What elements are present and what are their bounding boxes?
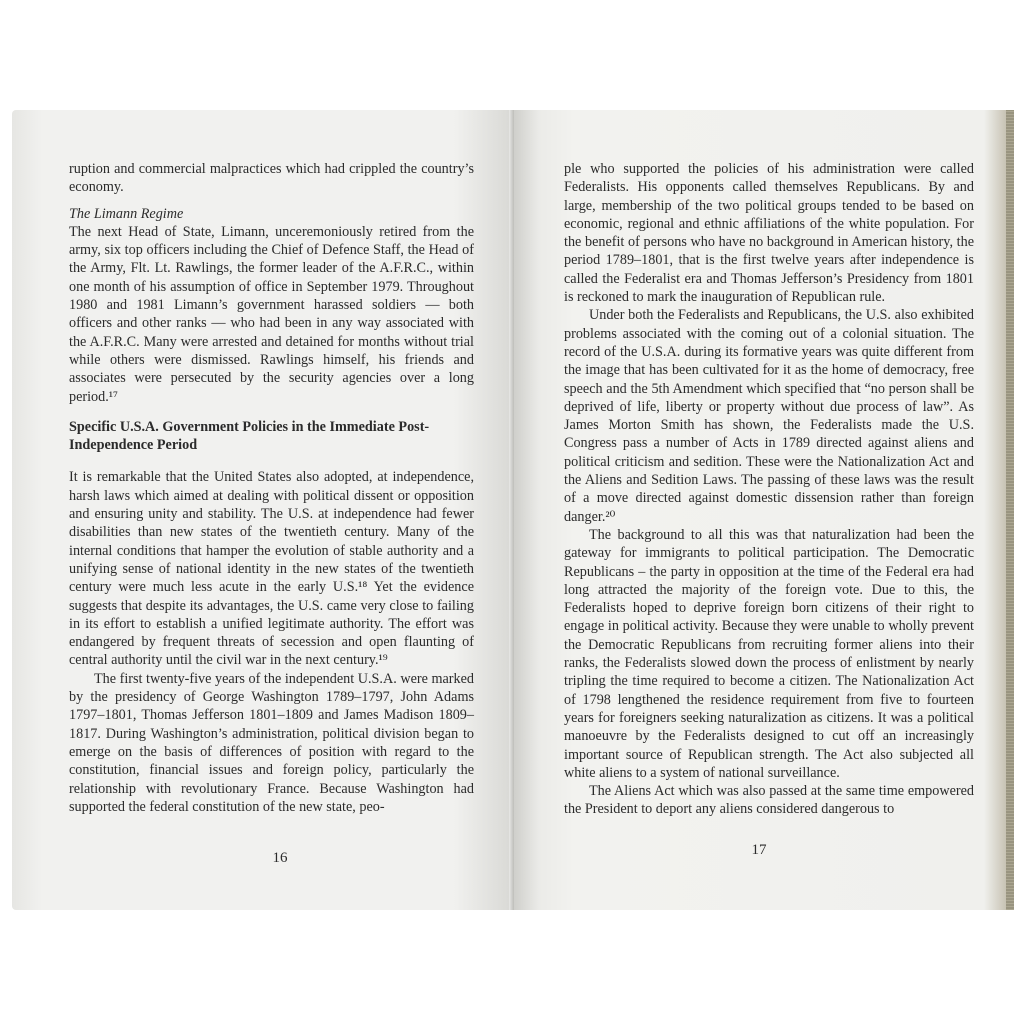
subheading: The Limann Regime (69, 205, 184, 222)
open-book (0, 100, 1024, 940)
paragraph: The next Head of State, Limann, unceremoniously retired from the army, six top officers including the Chief of Defence Staff, the Head of the Army, Flt. Lt. Rawlings, the former leader of the A.F.R.C., within one month of his assumption of office in September 1979. Throughout 1980 and 1981 Limann’s government harassed soldiers — both officers and other ranks — who had been in any way associated with the A.F.R.C. Many were arrested and detained for months without trial while others were dismissed. Rawlings himself, his friends and associates were persecuted by the security agencies over a long period.¹⁷ (69, 223, 474, 405)
section-heading: Specific U.S.A. Government Policies in the Immediate Post-Independence Period (69, 418, 430, 454)
paragraph: Under both the Federalists and Republicans, the U.S. also exhibited problems associated with the coming out of a colonial situation. The record of the U.S.A. during its formative years was quite different from the image that has been cultivated for it as the home of democracy, free speech and the 5th Amendment which specified that “no person shall be deprived of life, liberty or property without due process of law”. As James Morton Smith has shown, the Federalists made the U.S. Congress pass a number of Acts in 1789 directed against aliens and political criticism and sedition. These were the Nationalization Act and the Aliens and Sedition Laws. The passing of these laws was the result of a move directed against domestic dissension rather than foreign danger.²⁰ (564, 307, 974, 525)
paragraph: The Aliens Act which was also passed at the same time empowered the President to deport any aliens considered dangerous to (564, 783, 974, 818)
page-number: 17 (751, 842, 767, 858)
paragraph: ruption and commercial malpractices which had crippled the country’s economy. (69, 161, 474, 196)
paragraph: It is remarkable that the United States also adopted, at independence, harsh laws which aimed at dealing with political dissent or opposition and ensuring unity and stability. The U.S. at independence had fewer disabilities than new states of the twentieth century. Many of the internal conditions that hamper the evolution of stable authority and a unifying sense of national identity in the new states of the twentieth century were much less acute in the early U.S.¹⁸ Yet the evidence suggests that despite its advantages, the U.S. came very close to failing in its effort to establish a unified legitimate authority. The effort was endangered by frequent threats of secession and open flaunting of central authority until the civil war in the next century.¹⁹ (69, 469, 474, 669)
left-page-text (69, 160, 474, 816)
paragraph: The first twenty-five years of the independent U.S.A. were marked by the presidency of George Washington 1789–1797, John Adams 1797–1801, Thomas Jefferson 1801–1809 and James Madison 1809–1817. During Washington’s administration, political division began to emerge on the basis of differences of position with regard to the constitution, financial issues and foreign policy, particularly the relationship with revolutionary France. Because Washington had supported the federal constitution of the new state, peo- (69, 670, 474, 815)
page-number: 16 (272, 850, 288, 866)
right-page-text (564, 160, 974, 819)
paragraph: ple who supported the policies of his administration were called Federalists. His opponents called themselves Republicans. By and large, membership of the two political groups tended to be based on economic, regional and ethnic affiliations of the white population. For the benefit of persons who have no background in American history, the period 1789–1801, that is the first twelve years after independence is called the Federalist era and Thomas Jefferson’s Presidency from 1801 is reckoned to mark the inauguration of Republican rule. (564, 161, 974, 306)
right-page (514, 110, 1014, 910)
paragraph: The background to all this was that naturalization had been the gateway for immigrants to political participation. The Democratic Republicans – the party in opposition at the time of the Federal era had long attracted the majority of the foreign vote. Due to this, the Federalists hoped to deprive foreign born citizens of their right to engage in political activity. Because they were unable to wholly prevent the Democratic Republicans from recruiting former aliens into their ranks, the Federalists slowed down the process of enlistment by nearly tripling the time required to become a citizen. The Nationalization Act of 1798 lengthened the residence requirement from five to fourteen years for foreigners seeking naturalization as citizens. It was a political manoeuvre by the Federalists designed to cut off an increasingly important source of Republican strength. The Act also subjected all white aliens to a system of national surveillance. (564, 526, 974, 781)
page-edge (1006, 110, 1014, 910)
left-page (12, 110, 514, 910)
